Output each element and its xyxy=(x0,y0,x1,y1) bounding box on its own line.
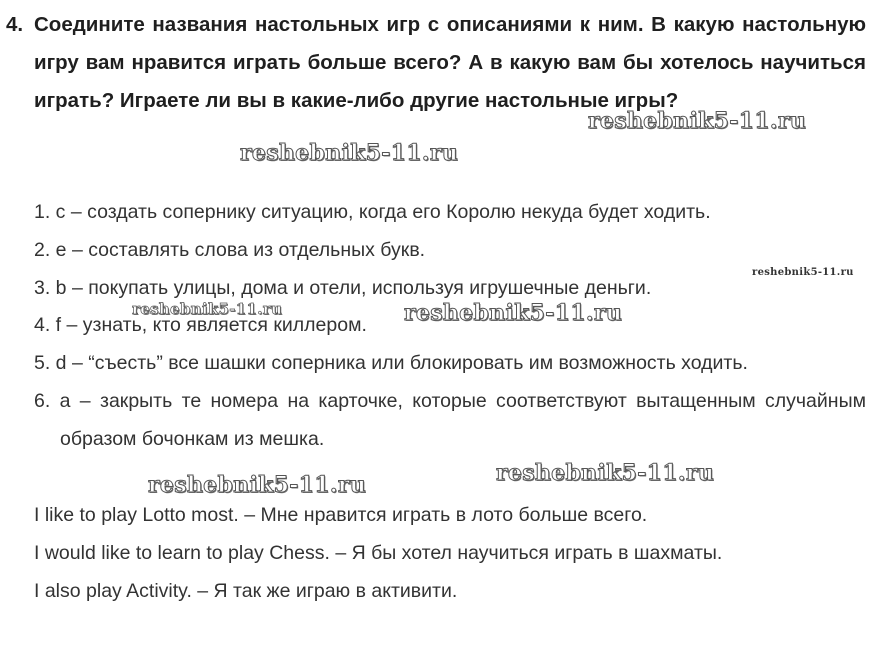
answer-item-4: 4. f – узнать, кто является киллером. xyxy=(34,314,367,337)
answers-list xyxy=(34,194,866,459)
answer-item-2: 2. e – составлять слова из отдельных букв. xyxy=(34,238,426,261)
watermark: reshebnik5-11.ru xyxy=(148,472,367,498)
preference-item-3: I also play Activity. – Я так же играю в активити. xyxy=(34,579,458,602)
watermark: reshebnik5-11.ru xyxy=(404,300,623,326)
preference-item-1: I like to play Lotto most. – Мне нравится играть в лото больше всего. xyxy=(34,504,648,526)
answer-item-6: 6. a – закрыть те номера на карточке, которые соответствуют вытащенным случайным образом бочонкам из мешка. xyxy=(34,389,866,450)
answer-item-1: 1. c – создать сопернику ситуацию, когда его Королю некуда будет ходить. xyxy=(34,201,711,223)
answer-item-3: 3. b – покупать улицы, дома и отели, используя игрушечные деньги. xyxy=(34,276,652,299)
task-block xyxy=(6,6,866,120)
task-number: 4. xyxy=(6,13,24,36)
preferences-list xyxy=(34,497,866,610)
task-instruction: Соедините названия настольных игр с описаниями к ним. В какую настольную игру вам нравится играть больше всего? А в какую вам бы хотелось научиться играть? Играете ли вы в какие-либо другие настольные игры? xyxy=(34,13,866,112)
watermark: reshebnik5-11.ru xyxy=(496,460,715,486)
watermark: reshebnik5-11.ru xyxy=(132,300,283,318)
watermark: reshebnik5-11.ru xyxy=(752,267,854,278)
answer-item-5: 5. d – “съесть” все шашки соперника или блокировать им возможность ходить. xyxy=(34,352,748,375)
watermark: reshebnik5-11.ru xyxy=(588,108,807,134)
preference-item-2: I would like to learn to play Chess. – Я бы хотел научиться играть в шахматы. xyxy=(34,541,723,564)
watermark: reshebnik5-11.ru xyxy=(240,140,459,166)
